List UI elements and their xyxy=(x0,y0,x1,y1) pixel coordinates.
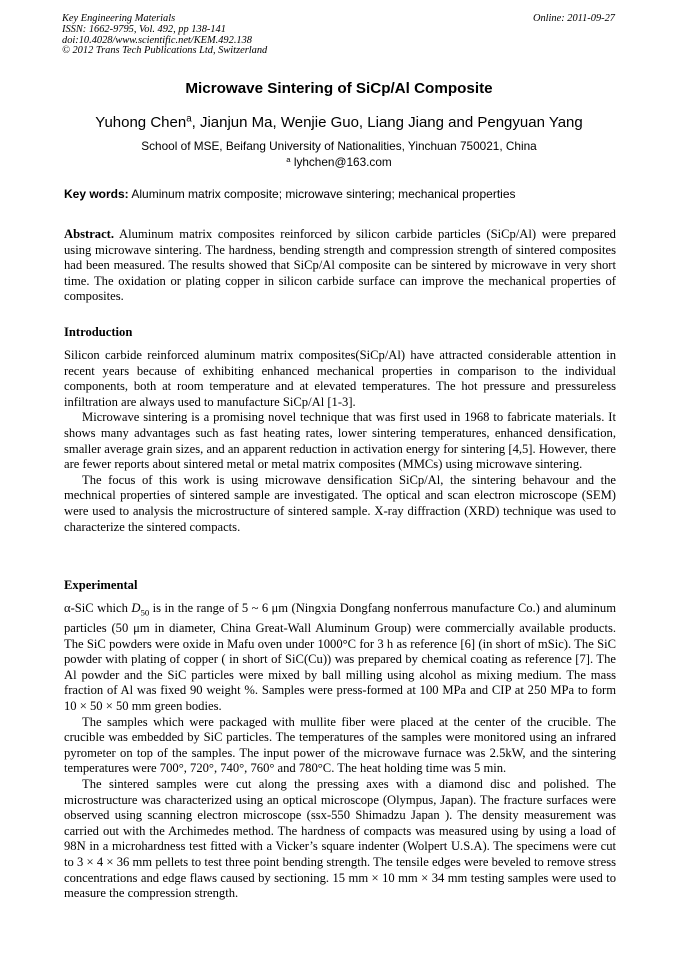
journal-name: Key Engineering Materials xyxy=(62,13,176,24)
author-list xyxy=(0,114,678,131)
experimental-heading: Experimental xyxy=(64,578,138,592)
abstract xyxy=(64,227,616,305)
abstract-label: Abstract. xyxy=(64,227,115,241)
affiliation-line: School of MSE, Beifang University of Nationalities, Yinchuan 750021, China xyxy=(141,139,537,153)
online-date: Online: 2011-09-27 xyxy=(532,13,615,24)
exp-paragraph-2: The samples which were packaged with mullite fiber were placed at the center of the crucible. The crucible was embedded by SiC particles. The temperatures of the samples were monitored using an infrared pyrometer on top of the samples. The input power of the microwave furnace was 2.5kW, and the sintering temperatures were 700°, 720°, 740°, 760° and 780°C. The heat holding time was 5 min. xyxy=(64,714,616,776)
keywords xyxy=(64,187,616,201)
email-line xyxy=(0,154,678,170)
exp-p1-post: is in the range of 5 ~ 6 μm (Ningxia Dongfang nonferrous manufacture Co.) and aluminum particles (50 μm in diameter, China Great-Wall Aluminum Group) were commercially available products. The SiC powders were oxide in Mafu oven under 1000°C for 3 h as reference [6] (in short of mSic). The SiC powder with plating of copper ( in short of SiC(Cu)) was prepared by chemical coating as reference [7]. The Al powder and the SiC particles were mixed by ball milling using alcohol as mixing medium. The mass fraction of Al was fixed 90 weight %. Samples were press-formed at 100 MPa and CIP at 250 MPa to form 10 × 50 × 50 mm green bodies. xyxy=(64,601,616,714)
copyright-line: © 2012 Trans Tech Publications Ltd, Switzerland xyxy=(62,45,268,57)
keywords-label: Key words: xyxy=(64,187,129,201)
introduction-heading: Introduction xyxy=(64,325,133,339)
keywords-text: Aluminum matrix composite; microwave sintering; mechanical properties xyxy=(131,187,516,201)
issn-line: ISSN: 1662-9795, Vol. 492, pp 138-141 xyxy=(62,23,226,35)
email-sup: a xyxy=(286,154,291,164)
doi-line[interactable]: doi:10.4028/www.scientific.net/KEM.492.138 xyxy=(62,34,252,46)
exp-paragraph-3: The sintered samples were cut along the pressing axes with a diamond disc and polished. The microstructure was characterized using an optical microscope (Olympus, Japan). The fracture surfaces were observed using scanning electron microscope (ssx-550 Shimadzu Japan ). The density measurement was carried out with the Archimedes method. The hardness of compacts was measured using by using a load of 98N in a microhardness test fitted with a Vicker’s square indenter (Wolpert U.S.A). The specimens were cut to 3 × 4 × 36 mm pellets to test three point bending strength. The tensile edges were beveled to remove stress concentrations and edge flaws caused by sectioning. 15 mm × 10 mm × 34 mm testing samples were used to measure the compression strength. xyxy=(64,777,616,901)
email-address[interactable]: lyhchen@163.com xyxy=(293,155,392,169)
introduction-body xyxy=(64,348,616,535)
exp-paragraph-1 xyxy=(64,601,616,715)
intro-paragraph-2: Microwave sintering is a promising novel technique that was first used in 1968 to fabricate materials. It shows many advantages such as fast heating rates, lower sintering temperatures, enhanced densification, smaller average grain sizes, and an apparent reduction in activation energy for sintering [4,5]. However, there are fewer reports about sintered metal or metal matrix composites (MMCs) using microwave sintering. xyxy=(64,410,616,472)
author-first: Yuhong Chen xyxy=(95,114,187,131)
intro-paragraph-3: The focus of this work is using microwave densification SiCp/Al, the sintering behavour and the mechnical properties of sintered sample are investigated. The optical and scan electron microscope (SEM) were used to analysis the microstructure of sintered sample. X-ray diffraction (XRD) technique was used to characterize the sintered compacts. xyxy=(64,472,616,534)
affiliation xyxy=(0,138,678,170)
author-sup: a xyxy=(186,113,192,125)
experimental-body xyxy=(64,601,616,902)
intro-paragraph-1: Silicon carbide reinforced aluminum matrix composites(SiCp/Al) have attracted considerable attention in recent years because of exhibiting enhanced mechanical properties in comparison to the individual components, both at room temperature and at elevated temperatures. The hot pressure and pressureless infiltration are always used to manufacture SiCp/Al [1-3]. xyxy=(64,348,616,409)
journal-header xyxy=(62,14,615,57)
author-rest: , Jianjun Ma, Wenjie Guo, Liang Jiang and Pengyuan Yang xyxy=(191,114,583,131)
d50-sub: 50 xyxy=(140,607,150,618)
d50-var: D xyxy=(131,601,141,615)
paper-title: Microwave Sintering of SiCp/Al Composite xyxy=(185,80,493,97)
exp-p1-pre: α-SiC which xyxy=(64,601,132,615)
abstract-text: Aluminum matrix composites reinforced by silicon carbide particles (SiCp/Al) were prepared using microwave sintering. The hardness, bending strength and compression strength of sintered composites had been measured. The results showed that SiCp/Al composite can be sintered by microwave in very short time. The oxidation or plating copper in silicon carbide surface can improve the mechanical properties of composites. xyxy=(64,227,616,304)
